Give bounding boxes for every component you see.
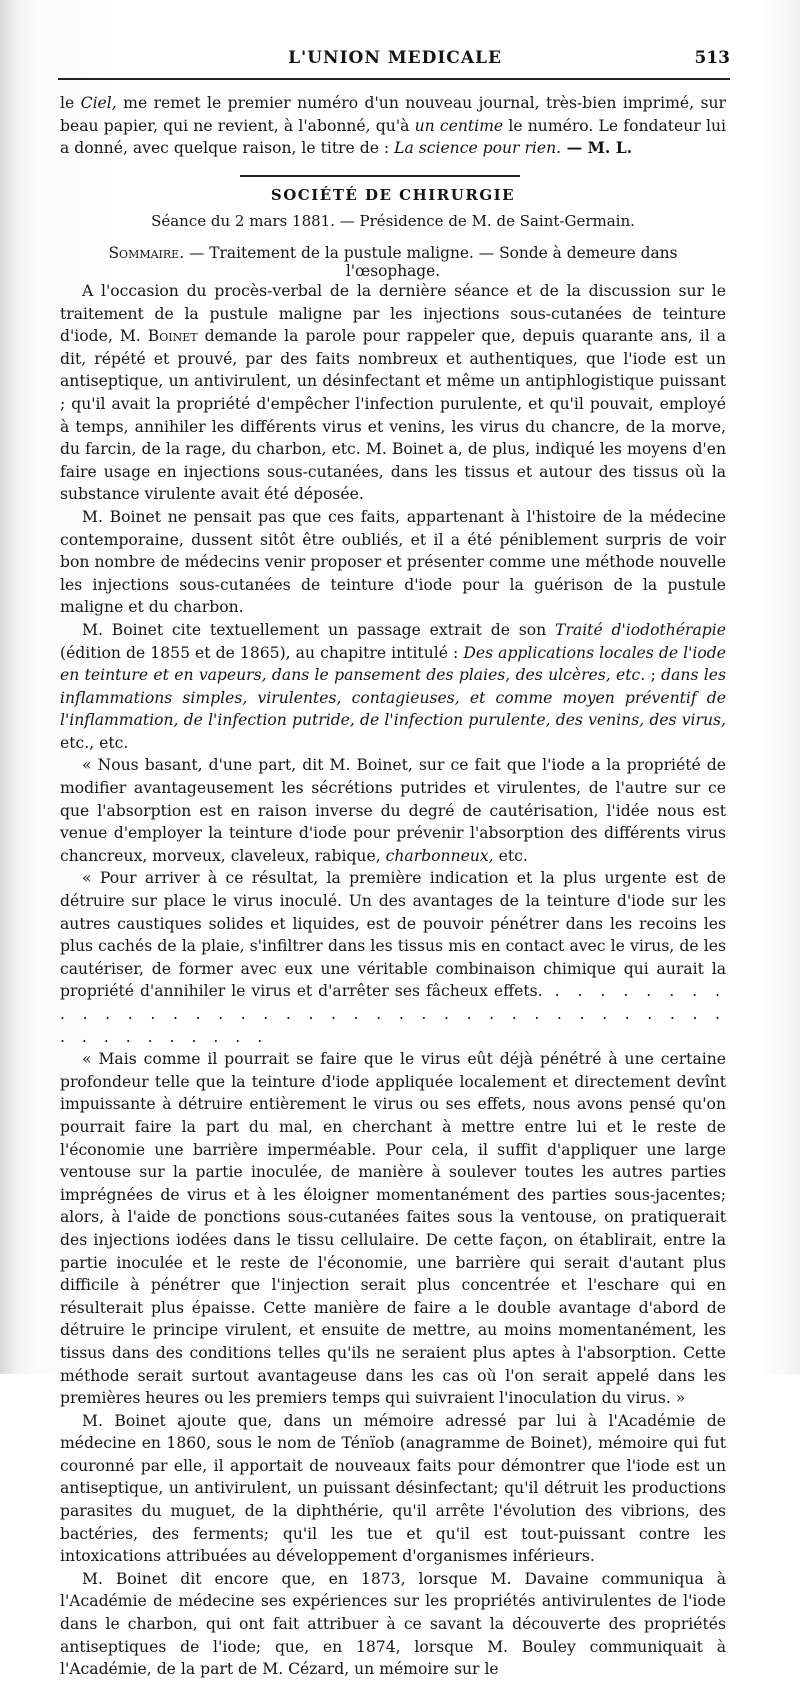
- p5-text: « Pour arriver à ce résultat, la première indication et la plus urgente est de détruire sur place le virus inoculé. Un des avantages de la teinture d'iode sur les autres caustiques solides et liquides, est de pouvoir pénétrer dans les recoins les plus cachés de la plaie, s'infiltrer dans les tissus mis en contact avec le virus, de les cautériser, de former avec eux une véritable combinaison chimique qui aurait la propriété d'annihiler le virus et d'arrêter ses fâcheux effets.: [60, 869, 726, 1001]
- paragraph-3: [60, 619, 726, 755]
- paragraph-1: [60, 280, 726, 506]
- p5-ellipsis: . . . . . . . . . . . . . . . . . . . . . . . . . . . . . . . . . . . . . . . . . . . . . . . .: [60, 982, 726, 1046]
- intro-ciel: Ciel,: [80, 94, 117, 112]
- p3-text-a: M. Boinet cite textuellement un passage extrait de son: [82, 620, 556, 639]
- intro-text-1: le: [60, 94, 81, 112]
- seance-line: Séance du 2 mars 1881. — Présidence de M. de Saint-Germain.: [151, 212, 635, 230]
- paragraph-6: « Mais comme il pourrait se faire que le virus eût déjà pénétré à une certaine profondeur telle que la teinture d'iode appliquée localement et directement devînt impuissante à détruire entièrement le virus ou ses effets, nous avons pensé qu'on pourrait faire la part du mal, en cherchant à mettre entre lui et le reste de l'économie une barrière imperméable. Pour cela, il suffit d'appliquer une large ventouse sur la partie inoculée, de manière à soulever toutes les autres parties imprégnées de virus et à les éloigner momentanément des parties sous-jacentes; alors, à l'aide de ponctions sous-cutanées faites sous la ventouse, on pratiquerait des injections iodées dans le tissu cellulaire. De cette façon, on établirait, entre la partie inoculée et le reste de l'économie, une barrière qui serait d'autant plus difficile à pénétrer que l'injection serait plus concentrée et l'eschare qui en résulterait plus épaisse. Cette manière de faire a le double avantage d'abord de détruire le principe virulent, et ensuite de mettre, au moins momentanément, les tissus dans des conditions telles qu'ils ne seraient plus aptes à l'absorption. Cette méthode serait surtout avantageuse dans les cas où l'on serait appelé dans les premières heures ou les premiers temps qui suivraient l'inoculation du virus. »: [60, 1050, 726, 1408]
- p3-chapitre: Des applications locales de l'iode en teinture et en vapeurs, dans le pansement des plaies, des ulcères, etc.: [60, 643, 726, 685]
- p3-text-d: etc., etc.: [60, 733, 129, 752]
- running-header: [60, 48, 730, 72]
- paragraph-5: [60, 867, 726, 1048]
- intro-la-science: La science pour rien.: [394, 139, 562, 158]
- intro-signature: — M. L.: [561, 138, 633, 158]
- paragraph-7: M. Boinet ajoute que, dans un mémoire adressé par lui à l'Académie de médecine en 1860, sous le nom de Ténïob (anagramme de Boinet), mémoire qui fut couronné par elle, il apportait de nouveaux faits pour démontrer que l'iode est un antiseptique, un antivirulent, un puissant désinfectant; qu'il détruit les productions parasites du muguet, de la diphthérie, qu'il arrête l'évolution des vibrions, des bactéries, des ferments; qu'il les tue et qu'il est tout-puissant contre les intoxications attribuées au développement d'organismes inférieurs.: [60, 1411, 726, 1566]
- paragraph-8: M. Boinet dit encore que, en 1873, lorsque M. Davaine communiqua à l'Académie de médecine ses expériences sur les propriétés antivirulentes de l'iode dans le charbon, qui ont fait attribuer à ce savant la découverte des propriétés antiseptiques de l'iode; que, en 1874, lorsque M. Bouley communiquait à l'Académie, de la part de M. Cézard, un mémoire sur le: [60, 1569, 726, 1679]
- p1-boinet: Boinet: [147, 327, 198, 346]
- p1-text-b: demande la parole pour rappeler que, depuis quarante ans, il a dit, répété et prouvé, par des faits nombreux et authentiques, que l'iode est un antiseptique, un antivirulent, un désinfectant et même un antiphlogistique puissant ; qu'il avait la propriété d'empêcher l'infection purulente, et qu'il pouvait, employé à temps, annihiler les différents virus et venins, les virus du chancre, de la morve, du farcin, de la rage, du charbon, etc. M. Boinet a, de plus, indiqué les moyens d'en faire usage en injections sous-cutanées, dans les tissus et autour des tissus où la substance virulente avait été déposée.: [60, 327, 726, 504]
- paragraph-2: M. Boinet ne pensait pas que ces faits, appartenant à l'histoire de la médecine contemporaine, dussent sitôt être oubliés, et il a été péniblement surpris de voir bon nombre de médecins venir proposer et présenter comme une méthode nouvelle les injections sous-cutanées de teinture d'iode pour la guérison de la pustule maligne et du charbon.: [60, 507, 726, 617]
- journal-title: L'UNION MEDICALE: [288, 48, 502, 68]
- paragraph-4: [60, 754, 726, 867]
- sommaire-text: — Traitement de la pustule maligne. — Sonde à demeure dans l'œsophage.: [184, 244, 678, 280]
- header-rule: [58, 78, 730, 80]
- p3-text-c: ;: [645, 666, 662, 685]
- p4-text-b: etc.: [493, 846, 528, 865]
- section-divider: [240, 175, 520, 177]
- intro-un-centime: un centime: [414, 116, 504, 135]
- page-number: 513: [694, 48, 730, 68]
- body-text: [60, 280, 726, 1681]
- intro-paragraph: [60, 92, 726, 160]
- section-title: SOCIÉTÉ DE CHIRURGIE: [270, 186, 516, 204]
- sommaire-label: Sommaire.: [108, 244, 185, 262]
- p4-text-a: « Nous basant, d'une part, dit M. Boinet, sur ce fait que l'iode a la propriété de modifier avantageusement les sécrétions putrides et virulentes, de l'autre sur ce que l'absorption est en raison inverse du degré de cautérisation, l'idée nous est venue d'employer la teinture d'iode pour prévenir l'absorption des différents virus chancreux, morveux, claveleux, rabique,: [60, 756, 726, 865]
- p3-inflammations: dans les inflammations simples, virulentes, contagieuses, et comme moyen préventif de l'inflammation, de l'infection putride, de l'infection purulente, des venins, des virus,: [60, 666, 727, 730]
- intro-text-3: le numéro. Le fondateur lui a donné, avec quelque raison, le titre de :: [60, 116, 726, 158]
- intro-text-2: me remet le premier numéro d'un nouveau journal, très-bien imprimé, sur beau papier, qui ne revient, à l'abonné, qu'à: [60, 94, 726, 135]
- sommaire-line: [60, 244, 726, 280]
- p4-charbonneux: charbonneux,: [385, 846, 494, 865]
- p3-text-b: (édition de 1855 et de 1865), au chapitre intitulé :: [60, 643, 464, 662]
- p3-traite: Traité d'iodothérapie: [555, 620, 727, 639]
- p1-text-a: A l'occasion du procès-verbal de la dernière séance et de la discussion sur le traitement de la pustule maligne par les injections sous-cutanées de teinture d'iode, M.: [60, 282, 726, 346]
